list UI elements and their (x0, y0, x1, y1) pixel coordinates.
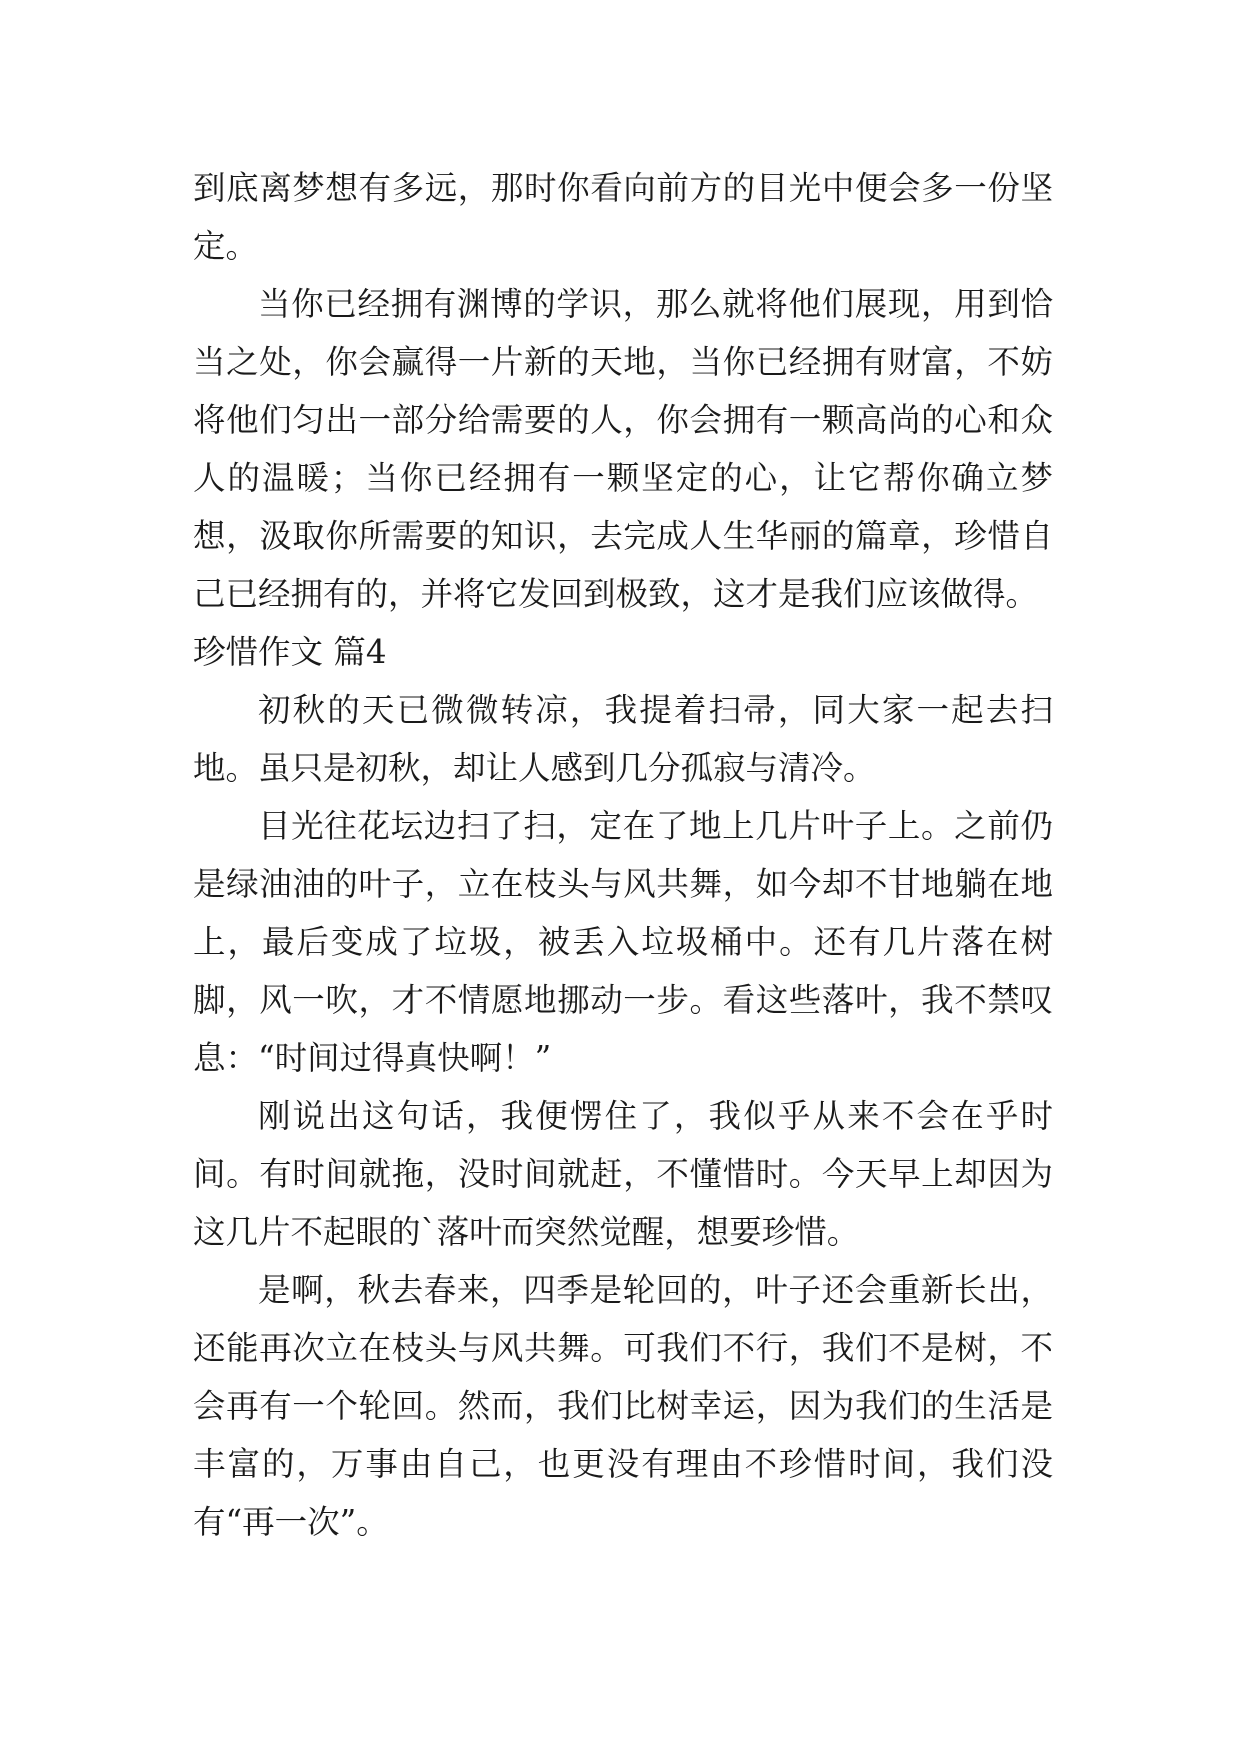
continuation-paragraph: 到底离梦想有多远，那时你看向前方的目光中便会多一份坚定。 (193, 169, 1053, 265)
body-paragraph: 是啊，秋去春来，四季是轮回的，叶子还会重新长出，还能再次立在枝头与风共舞。可我们不行，我们不是树，不会再有一个轮回。然而，我们比树幸运，因为我们的生活是丰富的，万事由自己，也更没有理由不珍惜时间，我们没有“再一次”。 (193, 1271, 1053, 1541)
body-paragraph: 刚说出这句话，我便愣住了，我似乎从来不会在乎时间。有时间就拖，没时间就赶，不懂惜时。今天早上却因为这几片不起眼的`落叶而突然觉醒，想要珍惜。 (193, 1097, 1053, 1251)
body-paragraph: 当你已经拥有渊博的学识，那么就将他们展现，用到恰当之处，你会赢得一片新的天地，当你已经拥有财富，不妨将他们匀出一部分给需要的人，你会拥有一颗高尚的心和众人的温暖；当你已经拥有一颗坚定的心，让它帮你确立梦想，汲取你所需要的知识，去完成人生华丽的篇章，珍惜自己已经拥有的，并将它发回到极致，这才是我们应该做得。 (193, 285, 1053, 613)
body-paragraph: 初秋的天已微微转凉，我提着扫帚，同大家一起去扫地。虽只是初秋，却让人感到几分孤寂与清冷。 (193, 691, 1053, 787)
body-paragraph: 目光往花坛边扫了扫，定在了地上几片叶子上。之前仍是绿油油的叶子，立在枝头与风共舞，如今却不甘地躺在地上，最后变成了垃圾，被丢入垃圾桶中。还有几片落在树脚，风一吹，才不情愿地挪动一步。看这些落叶，我不禁叹息：“时间过得真快啊！” (193, 807, 1053, 1077)
document-body (193, 159, 1053, 1551)
section-heading: 珍惜作文 篇4 (193, 633, 387, 671)
